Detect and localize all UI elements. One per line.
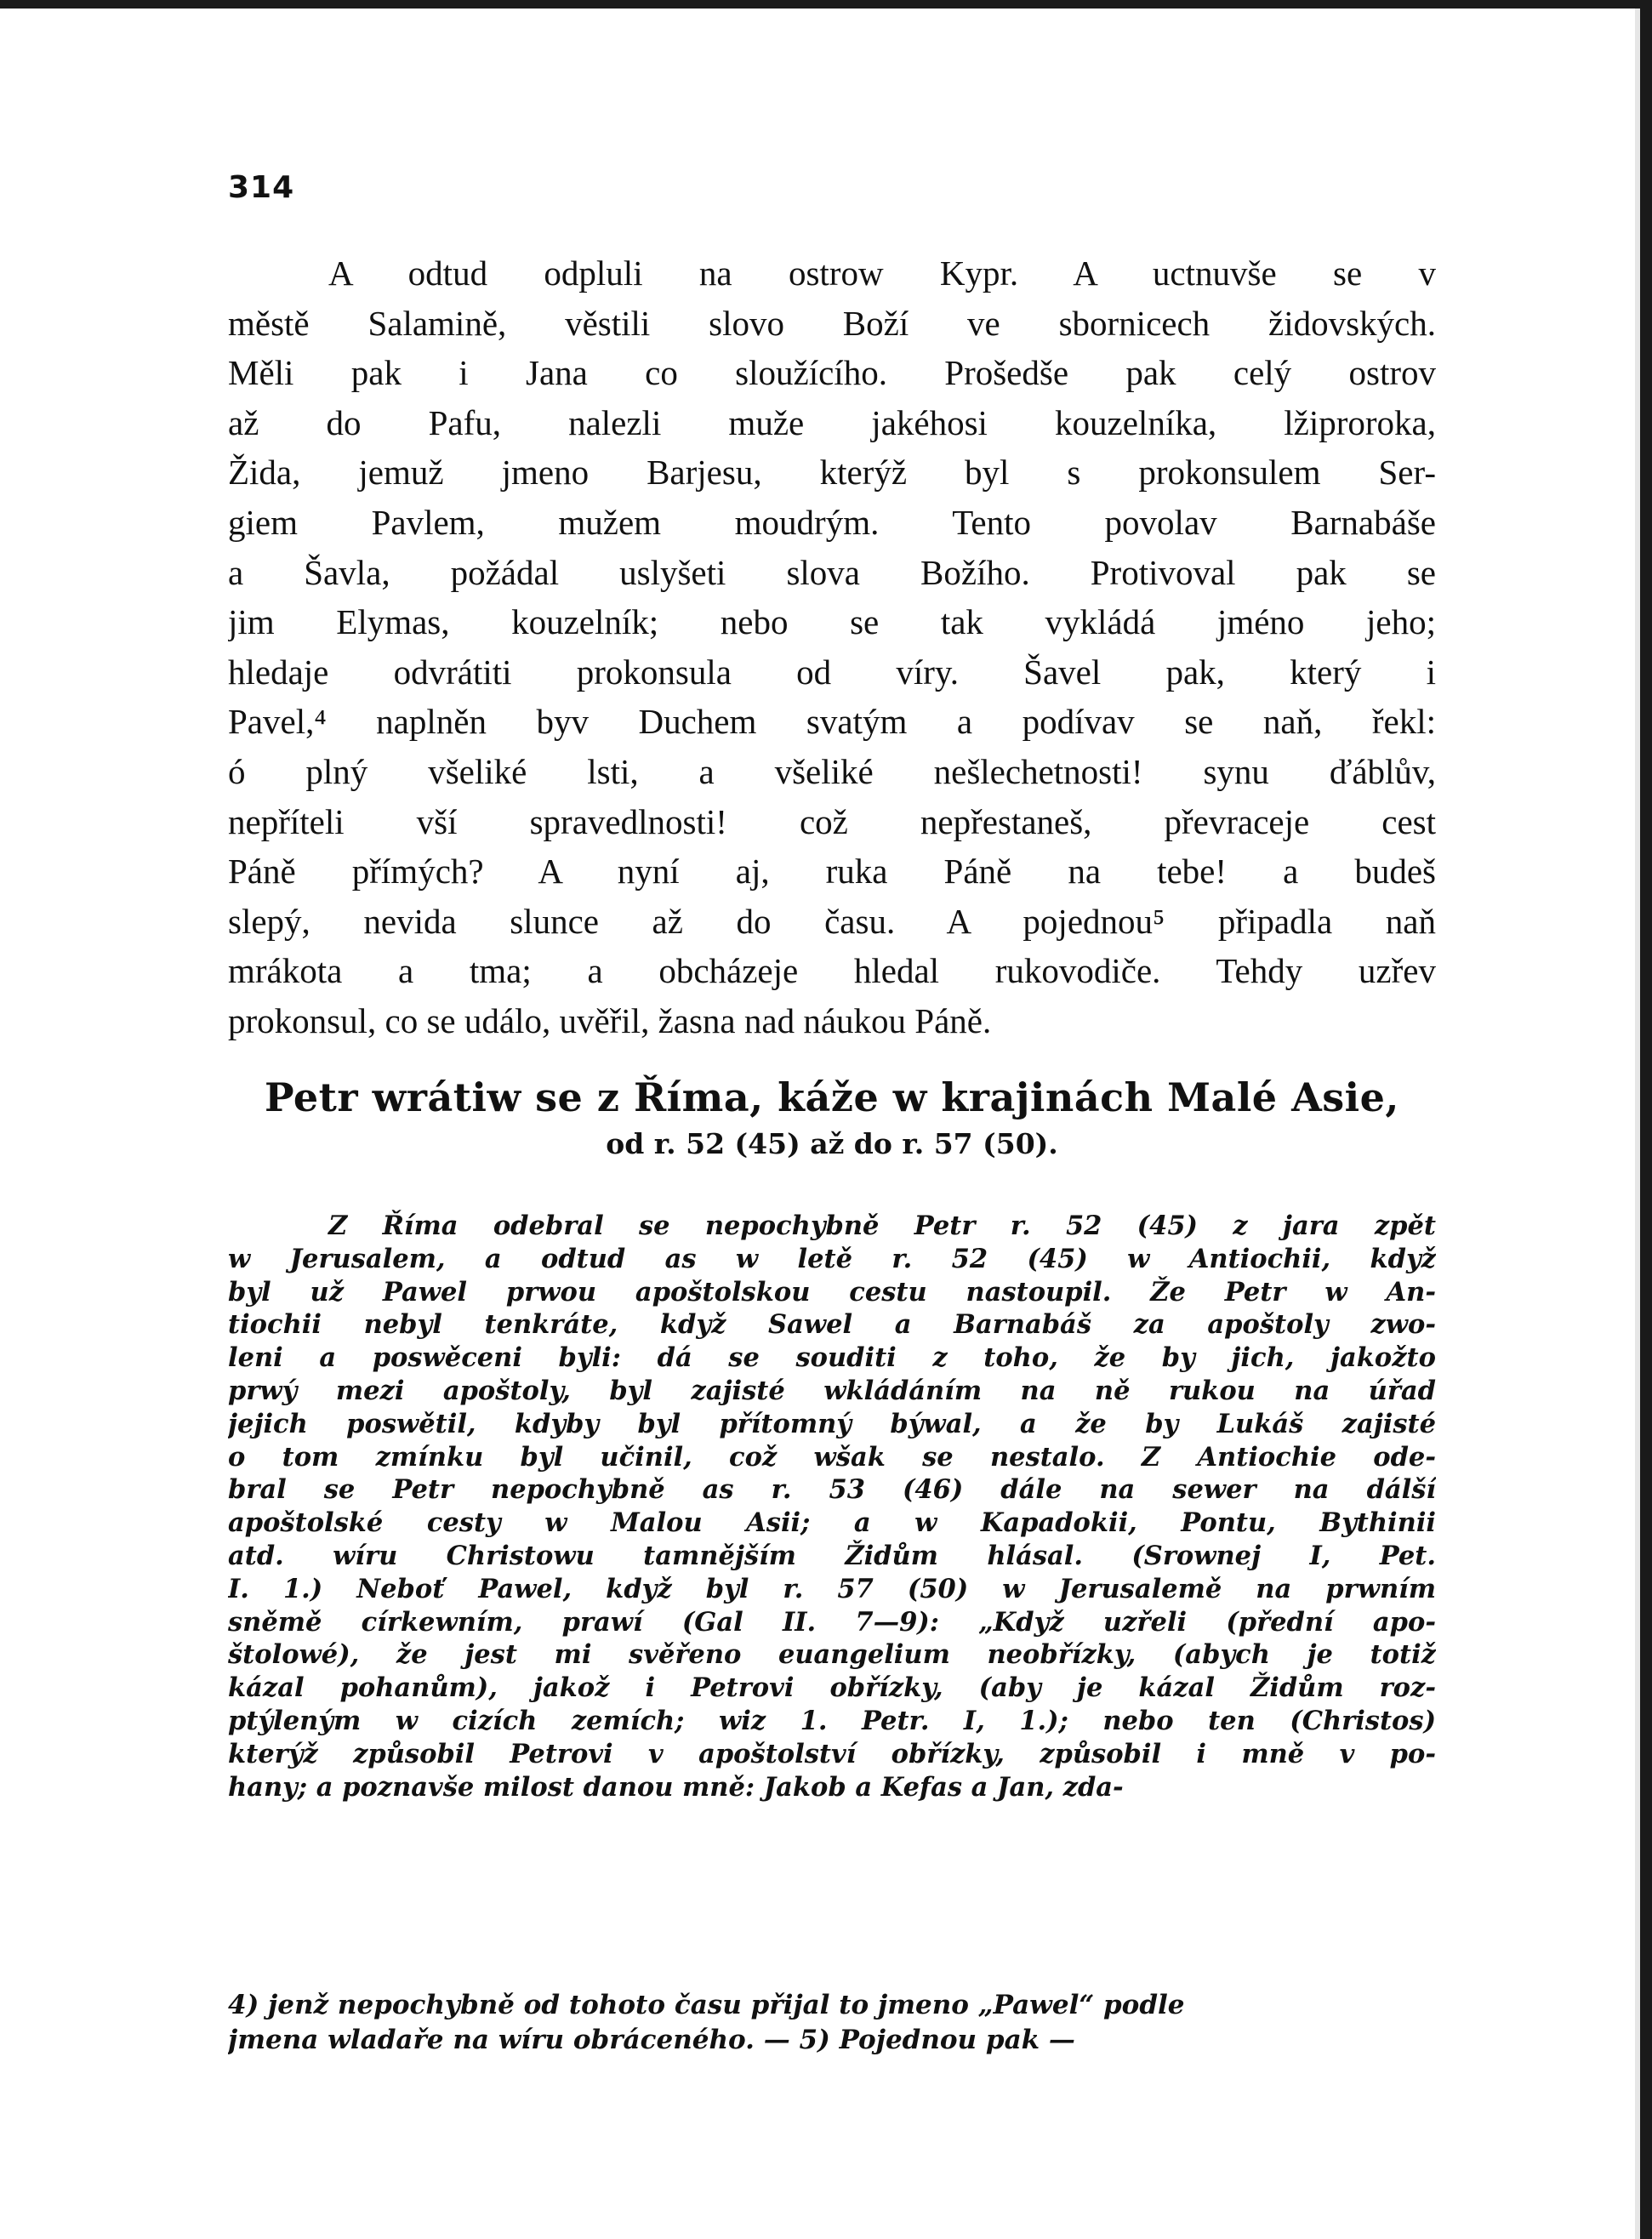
text-line: Měli pak i Jana co sloužícího. Prošedše pak celý ostrov bbox=[228, 353, 1436, 393]
section-subtitle: od r. 52 (45) až do r. 57 (50). bbox=[606, 1127, 1058, 1160]
text-line: nepříteli vší spravedlnosti! což nepřestaneš, převraceje cest bbox=[228, 801, 1436, 841]
commentary-line: bral se Petr nepochybně as r. 53 (46) dále na sewer na dálší bbox=[228, 1474, 1436, 1506]
text-line: a Šavla, požádal uslyšeti slova Božího. Protivoval pak se bbox=[228, 552, 1436, 592]
section-title: Petr wrátiw se z Říma, káže w krajinách Malé Asie, bbox=[265, 1074, 1399, 1120]
commentary-line: ptýleným w cizích zemích; wiz 1. Petr. I, 1.); nebo ten (Christos) bbox=[228, 1705, 1436, 1736]
footnotes bbox=[228, 1988, 1436, 2058]
page-number: 314 bbox=[228, 170, 295, 205]
scan-edge-shadow bbox=[1635, 9, 1640, 2239]
commentary-line: jejich poswětil, kdyby byl přítomný býwal, a že by Lukáš zajisté bbox=[228, 1408, 1436, 1439]
commentary-line: Z Říma odebral se nepochybně Petr r. 52 (45) z jara zpět bbox=[328, 1211, 1436, 1241]
commentary-line: o tom zmínku byl učinil, což wšak se nestalo. Z Antiochie ode- bbox=[228, 1441, 1436, 1473]
main-paragraph bbox=[228, 248, 1436, 1046]
text-line: A odtud odpluli na ostrow Kypr. A uctnuvše se v bbox=[328, 254, 1436, 293]
footnote-line: jmena wladaře na wíru obráceného. — 5) Pojednou pak — bbox=[228, 2025, 1075, 2055]
commentary-line: kterýž způsobil Petrovi v apoštolství obřízky, způsobil i mně v po- bbox=[228, 1738, 1436, 1769]
commentary-line: I. 1.) Neboť Pawel, když byl r. 57 (50) w Jerusalemě na prwním bbox=[228, 1573, 1436, 1604]
commentary-line: atd. wíru Christowu tamnějším Židům hlásal. (Srownej I, Pet. bbox=[228, 1540, 1436, 1571]
text-line: Žida, jemuž jmeno Barjesu, kterýž byl s prokonsulem Ser- bbox=[228, 453, 1436, 493]
commentary-paragraph bbox=[228, 1210, 1436, 1803]
commentary-line: prwý mezi apoštoly, byl zajisté wkládáním na ně rukou na úřad bbox=[228, 1375, 1436, 1406]
text-line: až do Pafu, nalezli muže jakéhosi kouzelníka, lžiproroka, bbox=[228, 402, 1436, 442]
commentary-line: w Jerusalem, a odtud as w letě r. 52 (45) w Antiochii, když bbox=[228, 1243, 1436, 1274]
text-line: jim Elymas, kouzelník; nebo se tak vykládá jméno jeho; bbox=[228, 602, 1436, 642]
commentary-line: štolowé), že jest mi svěřeno euangelium neobřízky, (abych je totiž bbox=[228, 1639, 1436, 1671]
commentary-line: hany; a poznavše milost danou mně: Jakob a Kefas a Jan, zda- bbox=[228, 1771, 1124, 1803]
text-line: mrákota a tma; a obcházeje hledal rukovodiče. Tehdy uzřev bbox=[228, 951, 1436, 991]
text-line: městě Salamině, věstili slovo Boží ve sbornicech židovských. bbox=[228, 303, 1436, 343]
commentary-line: kázal pohanům), jakož i Petrovi obřízky, (aby je kázal Židům roz- bbox=[228, 1672, 1436, 1704]
text-line: prokonsul, co se událo, uvěřil, žasna nad náukou Páně. bbox=[228, 1000, 992, 1040]
text-line: Pavel,⁴ naplněn byv Duchem svatým a podívav se naň, řekl: bbox=[228, 702, 1436, 742]
text-line: giem Pavlem, mužem moudrým. Tento povolav Barnabáše bbox=[228, 502, 1436, 542]
text-line: slepý, nevida slunce až do času. A pojednou⁵ připadla naň bbox=[228, 901, 1436, 941]
commentary-line: byl už Pawel prwou apoštolskou cestu nastoupil. Že Petr w An- bbox=[228, 1276, 1436, 1308]
commentary-line: sněmě církewním, prawí (Gal II. 7—9): „Když uzřeli (přední apo- bbox=[228, 1606, 1436, 1638]
section-heading bbox=[228, 1072, 1436, 1165]
footnote-line: 4) jenž nepochybně od tohoto času přijal to jmeno „Pawel“ podle bbox=[228, 1990, 1185, 2020]
commentary-line: tiochii nebyl tenkráte, když Sawel a Barnabáš za apoštoly zwo- bbox=[228, 1309, 1436, 1341]
text-line: ó plný všeliké lsti, a všeliké nešlechetnosti! synu ďáblův, bbox=[228, 751, 1436, 791]
text-line: Páně přímých? A nyní aj, ruka Páně na tebe! a budeš bbox=[228, 852, 1436, 892]
commentary-line: apoštolské cesty w Malou Asii; a w Kapadokii, Pontu, Bythinii bbox=[228, 1507, 1436, 1539]
text-line: hledaje odvrátiti prokonsula od víry. Šavel pak, který i bbox=[228, 652, 1436, 692]
commentary-line: leni a poswěceni byli: dá se souditi z toho, že by jich, jakožto bbox=[228, 1342, 1436, 1374]
